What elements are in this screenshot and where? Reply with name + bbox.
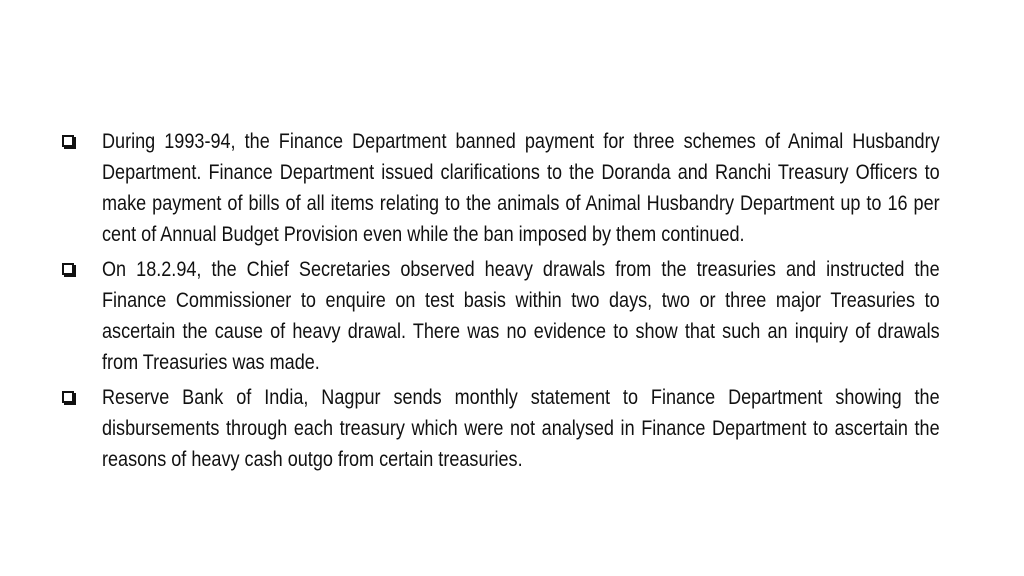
- bullet-text: Reserve Bank of India, Nagpur sends monthly statement to Finance Department showing the disbursements through each treasury which were not analysed in Finance Department to ascertain the reasons of heavy cash outgo from certain treasuries.: [102, 386, 940, 471]
- checkbox-square-icon: [62, 391, 74, 403]
- bullet-text: On 18.2.94, the Chief Secretaries observed heavy drawals from the treasuries and instructed the Finance Commissioner to enquire on test basis within two days, two or three major Treasuries to ascertain the cause of heavy drawal. There was no evidence to show that such an inquiry of drawals from Treasuries was made.: [102, 258, 940, 374]
- bullet-item: [62, 382, 940, 475]
- checkbox-square-icon: [62, 263, 74, 275]
- bullet-item: [62, 126, 940, 250]
- bullet-item: [62, 254, 940, 378]
- bullet-list: [62, 126, 940, 479]
- checkbox-square-icon: [62, 135, 74, 147]
- bullet-text: During 1993-94, the Finance Department banned payment for three schemes of Animal Husbandry Department. Finance Department issued clarifications to the Doranda and Ranchi Treasury Officers to make payment of bills of all items relating to the animals of Animal Husbandry Department up to 16 per cent of Annual Budget Provision even while the ban imposed by them continued.: [102, 130, 940, 246]
